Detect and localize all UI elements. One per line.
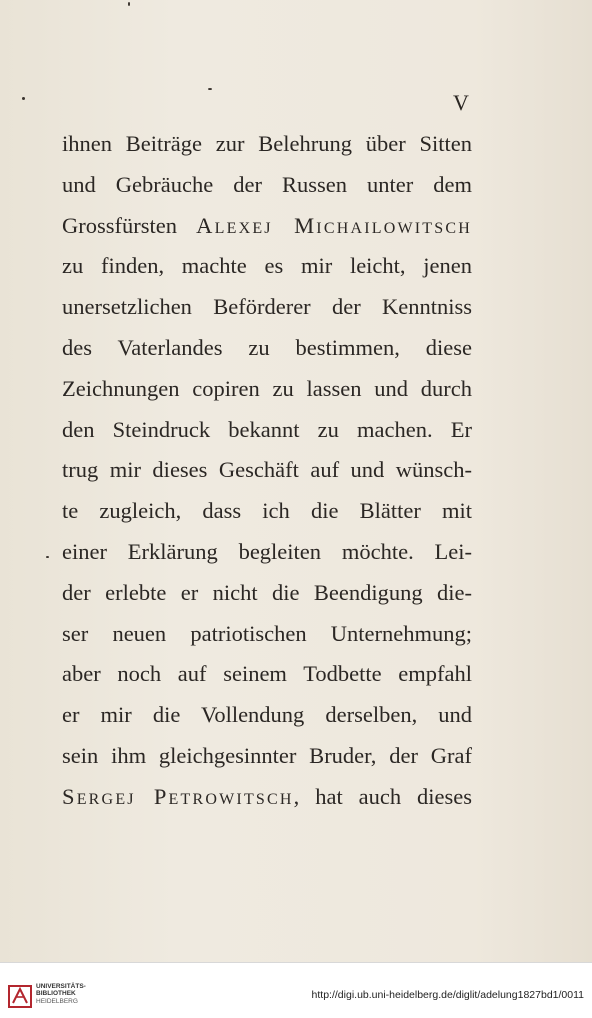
text-line: er mir die Vollendung derselben, und [62, 702, 472, 728]
library-name-line2: BIBLIOTHEK [36, 990, 76, 998]
text-line: Zeichnungen copiren zu lassen und durch [62, 375, 472, 401]
text-line: zu finden, machte es mir leicht, jenen [62, 253, 472, 279]
text-line: des Vaterlandes zu bestimmen, diese [62, 334, 472, 360]
text-line: sein ihm gleichgesinnter Bruder, der Graf [62, 742, 472, 768]
page-number: V [453, 90, 469, 115]
text-line: aber noch auf seinem Todbette empfahl [62, 661, 472, 687]
body-text [62, 124, 472, 818]
text-line: unersetzlichen Beförderer der Kenntniss [62, 294, 472, 320]
university-library-logo-icon [8, 983, 32, 1009]
text-line: ser neuen patriotischen Unternehmung; [62, 620, 472, 646]
text-line: Grossfürsten Alexej Michailowitsch [62, 212, 473, 238]
text-line: Sergej Petrowitsch, hat auch dieses [62, 783, 472, 809]
scan-speck [46, 556, 49, 558]
scan-speck [22, 97, 25, 100]
text-line: ihnen Beiträge zur Belehrung über Sitten [62, 131, 472, 156]
library-name-line3: HEIDELBERG [36, 997, 78, 1005]
text-line: einer Erklärung begleiten möchte. Lei- [62, 538, 472, 564]
footer-bar [0, 962, 592, 1018]
scan-speck [128, 2, 130, 6]
scan-speck [208, 88, 212, 90]
small-caps-name: Alexej Michailowitsch [196, 212, 473, 238]
text-line: der erlebte er nicht die Beendigung die- [62, 579, 472, 605]
text-line: den Steindruck bekannt zu machen. Er [62, 416, 472, 442]
permalink-url[interactable]: http://digi.ub.uni-heidelberg.de/diglit/adelung1827bd1/0011 [311, 989, 584, 1001]
text-line: und Gebräuche der Russen unter dem [62, 171, 472, 197]
text-line: te zugleich, dass ich die Blätter mit [62, 498, 472, 524]
text-line: trug mir dieses Geschäft auf und wünsch- [62, 457, 472, 483]
library-name [36, 983, 86, 1005]
library-name-line1: UNIVERSITÄTS- [36, 983, 86, 990]
small-caps-name: Sergej Petrowitsch [62, 783, 294, 809]
